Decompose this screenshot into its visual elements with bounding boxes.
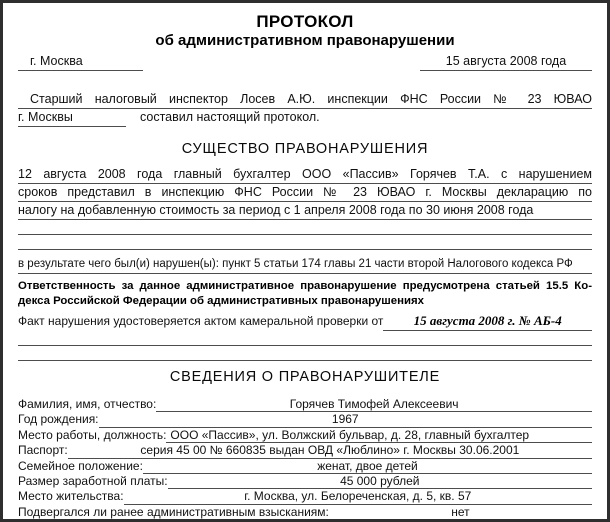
responsibility-line-2: декса Российской Федерации об административных правонарушениях [18, 295, 424, 307]
field-value: ООО «Пассив», ул. Волжский бульвар, д. 28, главный бухгалтер [166, 428, 592, 443]
field-label: Паспорт: [18, 443, 68, 458]
ruled-line [18, 346, 592, 361]
field-row-passport [18, 443, 592, 458]
field-value: серия 45 00 № 660835 выдан ОВД «Люблино» г. Москвы 30.06.2001 [68, 443, 592, 458]
protocol-subtitle: об административном правонарушении [155, 32, 455, 49]
essence-line-2: сроков представил в инспекцию ФНС России № 23 ЮВАО г. Москвы декларацию по [18, 184, 592, 202]
section-heading-essence: СУЩЕСТВО ПРАВОНАРУШЕНИЯ [181, 141, 429, 157]
preamble-line-1: Старший налоговый инспектор Лосев А.Ю. инспекции ФНС России № 23 ЮВАО [18, 91, 592, 109]
ruled-line [18, 331, 592, 346]
essence-line-1: 12 августа 2008 года главный бухгалтер ООО «Пассив» Горячев Т.А. с нарушением [18, 166, 592, 184]
city-field: г. Москва [18, 53, 143, 71]
field-row-marital-status [18, 459, 592, 474]
essence-body [18, 166, 592, 250]
field-row-workplace [18, 428, 592, 443]
field-row-prior-penalties [18, 505, 592, 520]
field-label: Подвергался ли ранее административным взысканиям: [18, 504, 329, 519]
section-heading-offender: СВЕДЕНИЯ О ПРАВОНАРУШИТЕЛЕ [169, 369, 441, 385]
field-value: женат, двое детей [143, 459, 592, 474]
date-field: 15 августа 2008 года [420, 53, 592, 71]
violated-line: в результате чего был(и) нарушен(ы): пункт 5 статьи 174 главы 21 части второй Налогового кодекса РФ [18, 256, 592, 274]
preamble-city-underline: г. Москвы [18, 109, 126, 127]
preamble-line-2-rest: составил настоящий протокол. [140, 110, 320, 124]
meta-row [18, 53, 592, 71]
field-row-birth-year [18, 412, 592, 427]
offender-fields [18, 397, 592, 520]
essence-line-3: налогу на добавленную стоимость за период с 1 апреля 2008 года по 30 июня 2008 года [18, 202, 592, 220]
protocol-title: ПРОТОКОЛ [256, 12, 354, 31]
field-row-residence [18, 489, 592, 504]
field-label: Семейное положение: [18, 458, 143, 473]
field-value: Горячев Тимофей Алексеевич [156, 397, 592, 412]
field-row-fio [18, 397, 592, 412]
fact-label: Факт нарушения удостоверяется актом камеральной проверки от [18, 314, 384, 328]
field-value: г. Москва, ул. Белореченская, д. 5, кв. 57 [124, 489, 592, 504]
field-value: 45 000 рублей [168, 474, 592, 489]
preamble-line-2 [18, 109, 592, 127]
field-label: Место работы, должность: [18, 427, 167, 442]
field-value: 1967 [99, 412, 592, 427]
fact-row [18, 313, 592, 331]
preamble [18, 91, 592, 127]
field-value: нет [329, 505, 592, 520]
ruled-line [18, 220, 592, 235]
responsibility-paragraph [18, 279, 592, 309]
field-label: Фамилия, имя, отчество: [18, 397, 157, 411]
field-label: Размер заработной платы: [18, 473, 168, 488]
field-label: Год рождения: [18, 412, 99, 427]
field-row-salary [18, 474, 592, 489]
field-label: Место жительства: [18, 489, 124, 504]
fact-value: 15 августа 2008 г. № АБ-4 [383, 313, 592, 331]
ruled-line [18, 235, 592, 250]
responsibility-line-1: Ответственность за данное административное правонарушение предусмотрена статьей 15.5 Ко- [18, 280, 592, 292]
